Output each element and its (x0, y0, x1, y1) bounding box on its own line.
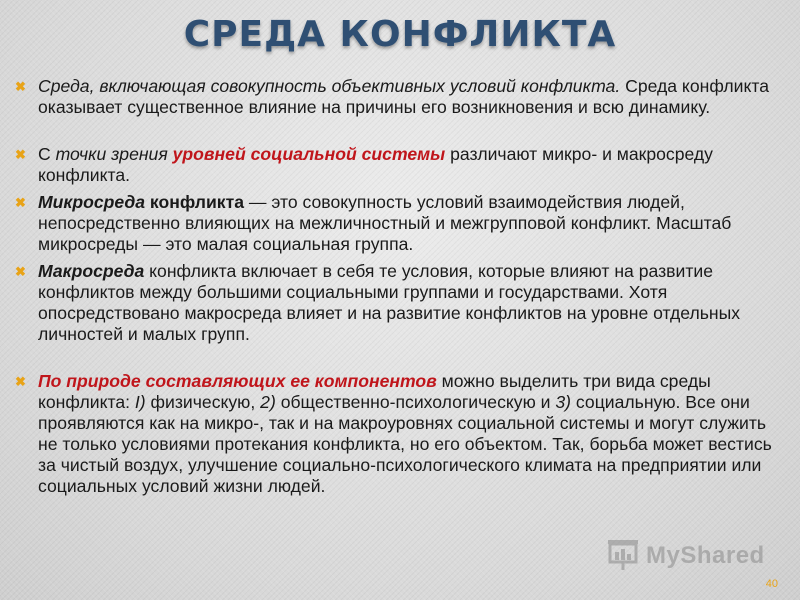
list-number: I) (134, 392, 146, 412)
presentation-board-icon (606, 538, 640, 572)
bullet-item-environment (14, 76, 784, 118)
bullet-text-italic: точки зрения (55, 144, 173, 164)
bullet-text: Среда конфликта оказывает существенное влияние на причины его возникновения и всю динамику. (38, 76, 770, 117)
highlight-text: уровней социальной системы (172, 144, 446, 164)
bullet-text: — это совокупность условий взаимодействия людей, непосредственно влияющих на межличностный и межгрупповой конфликт. Масштаб микросреды — это малая социальная группа. (38, 192, 732, 254)
term-text-bold: конфликта (149, 192, 245, 212)
watermark (606, 536, 766, 576)
x-bullet-icon: ✖ (15, 264, 26, 279)
bullet-text: общественно-психологическую и (275, 392, 556, 412)
watermark-text: MyShared (646, 542, 765, 569)
bullet-text: различают микро- и макросреду конфликта. (38, 144, 713, 185)
x-bullet-icon: ✖ (15, 195, 26, 210)
highlight-text: По природе составляющих ее компонентов (38, 371, 437, 391)
bullet-item-components (14, 371, 784, 497)
bullet-item-macroenvironment (14, 261, 784, 345)
term-text: Макросреда (38, 261, 145, 281)
list-number: 3) (555, 392, 572, 412)
bullet-text-em: Среда, включающая совокупность объективных условий конфликта. (38, 76, 621, 96)
bullet-item-levels (14, 144, 784, 186)
bullet-text: можно выделить три вида среды конфликта: (38, 371, 711, 412)
x-bullet-icon: ✖ (15, 147, 26, 162)
slide-title: СРЕДА КОНФЛИКТА (183, 14, 617, 55)
list-number: 2) (260, 392, 276, 412)
slide-content (14, 76, 784, 497)
bullet-text: физическую, (145, 392, 261, 412)
term-text: Микросреда (38, 192, 146, 212)
page-number: 40 (765, 578, 778, 590)
x-bullet-icon: ✖ (15, 374, 26, 389)
bullet-text: конфликта включает в себя те условия, которые влияют на развитие конфликтов между большими социальными группами и государствами. Хотя опосредствовано макросреда влияет и на развитие конфликтов на уровне отдельных личностей и малых групп. (38, 261, 741, 344)
bullet-item-microenvironment (14, 192, 784, 255)
bullet-text: социальную. Все они проявляются как на микро-, так и на макроуровнях социальной системы и могут служить не только условиями протекания конфликта, но его объектом. Так, борьба может вестись за чистый воздух, улучшение социально-психологического климата на предприятии или социальных условий жизни людей. (38, 392, 772, 496)
bullet-text: С (38, 144, 56, 164)
x-bullet-icon: ✖ (15, 79, 26, 94)
